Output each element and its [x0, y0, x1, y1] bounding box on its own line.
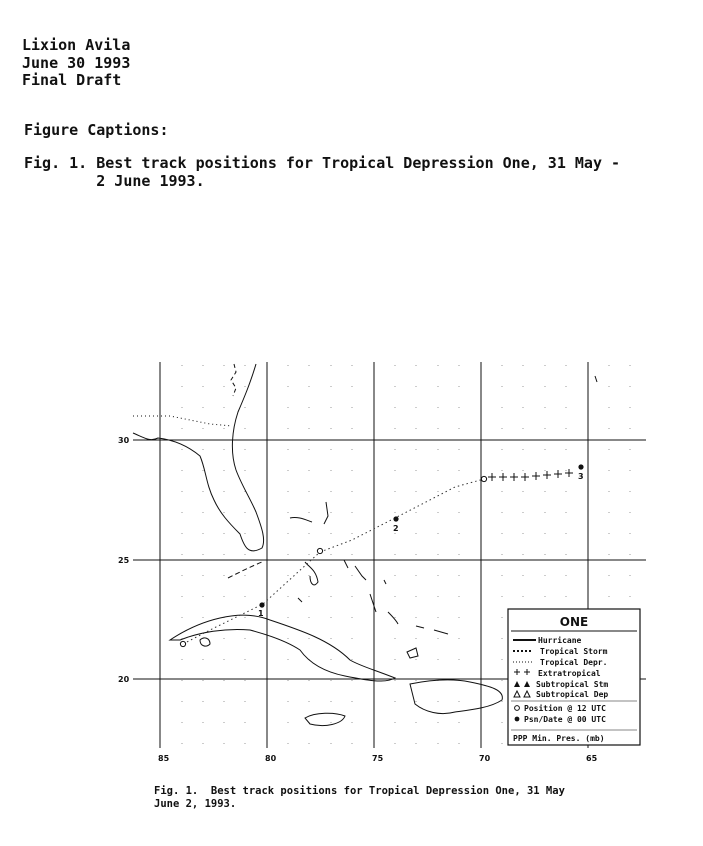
author-name: Lixion Avila [22, 36, 131, 54]
legend-title: ONE [559, 615, 589, 629]
position-12utc-symbol [515, 706, 520, 711]
lon-tick-85: 85 [158, 754, 170, 763]
lon-tick-70: 70 [479, 754, 491, 763]
legend-tropical-depression: Tropical Depr. [540, 658, 608, 667]
legend-min-pressure: PPP Min. Pres. (mb) [513, 734, 605, 743]
best-track-path [183, 479, 484, 644]
section-title: Figure Captions: [24, 121, 169, 139]
footer-line-2: June 2, 1993. [154, 798, 237, 810]
lat-tick-30: 30 [118, 436, 130, 445]
draft-status: Final Draft [22, 71, 122, 89]
legend-position-12utc: Position @ 12 UTC [524, 704, 606, 713]
legend-tropical-storm: Tropical Storm [540, 647, 608, 656]
lon-tick-65: 65 [586, 754, 598, 763]
caption-line-2: 2 June 1993. [24, 172, 205, 190]
position-00utc-symbol [515, 717, 520, 722]
figure-footer-caption [154, 785, 565, 811]
caption-line-1: Fig. 1. Best track positions for Tropical Depression One, 31 May - [24, 154, 621, 172]
lat-tick-25: 25 [118, 556, 130, 565]
legend-extratropical: Extratropical [538, 669, 601, 678]
lat-tick-20: 20 [118, 675, 130, 684]
lon-tick-75: 75 [372, 754, 384, 763]
lon-tick-80: 80 [265, 754, 277, 763]
date-label-3: 3 [578, 472, 584, 481]
footer-line-1: Fig. 1. Best track positions for Tropical Depression One, 31 May [154, 785, 565, 797]
legend-subtropical-depression: Subtropical Dep [536, 690, 609, 699]
date-label-2: 2 [393, 524, 399, 533]
map-legend [508, 609, 640, 745]
legend-subtropical-storm: Subtropical Stm [536, 680, 609, 689]
extratropical-markers [488, 469, 573, 481]
legend-position-00utc: Psn/Date @ 00 UTC [524, 715, 606, 724]
document-date: June 30 1993 [22, 54, 131, 72]
date-label-1: 1 [258, 609, 264, 618]
legend-hurricane: Hurricane [538, 636, 582, 645]
